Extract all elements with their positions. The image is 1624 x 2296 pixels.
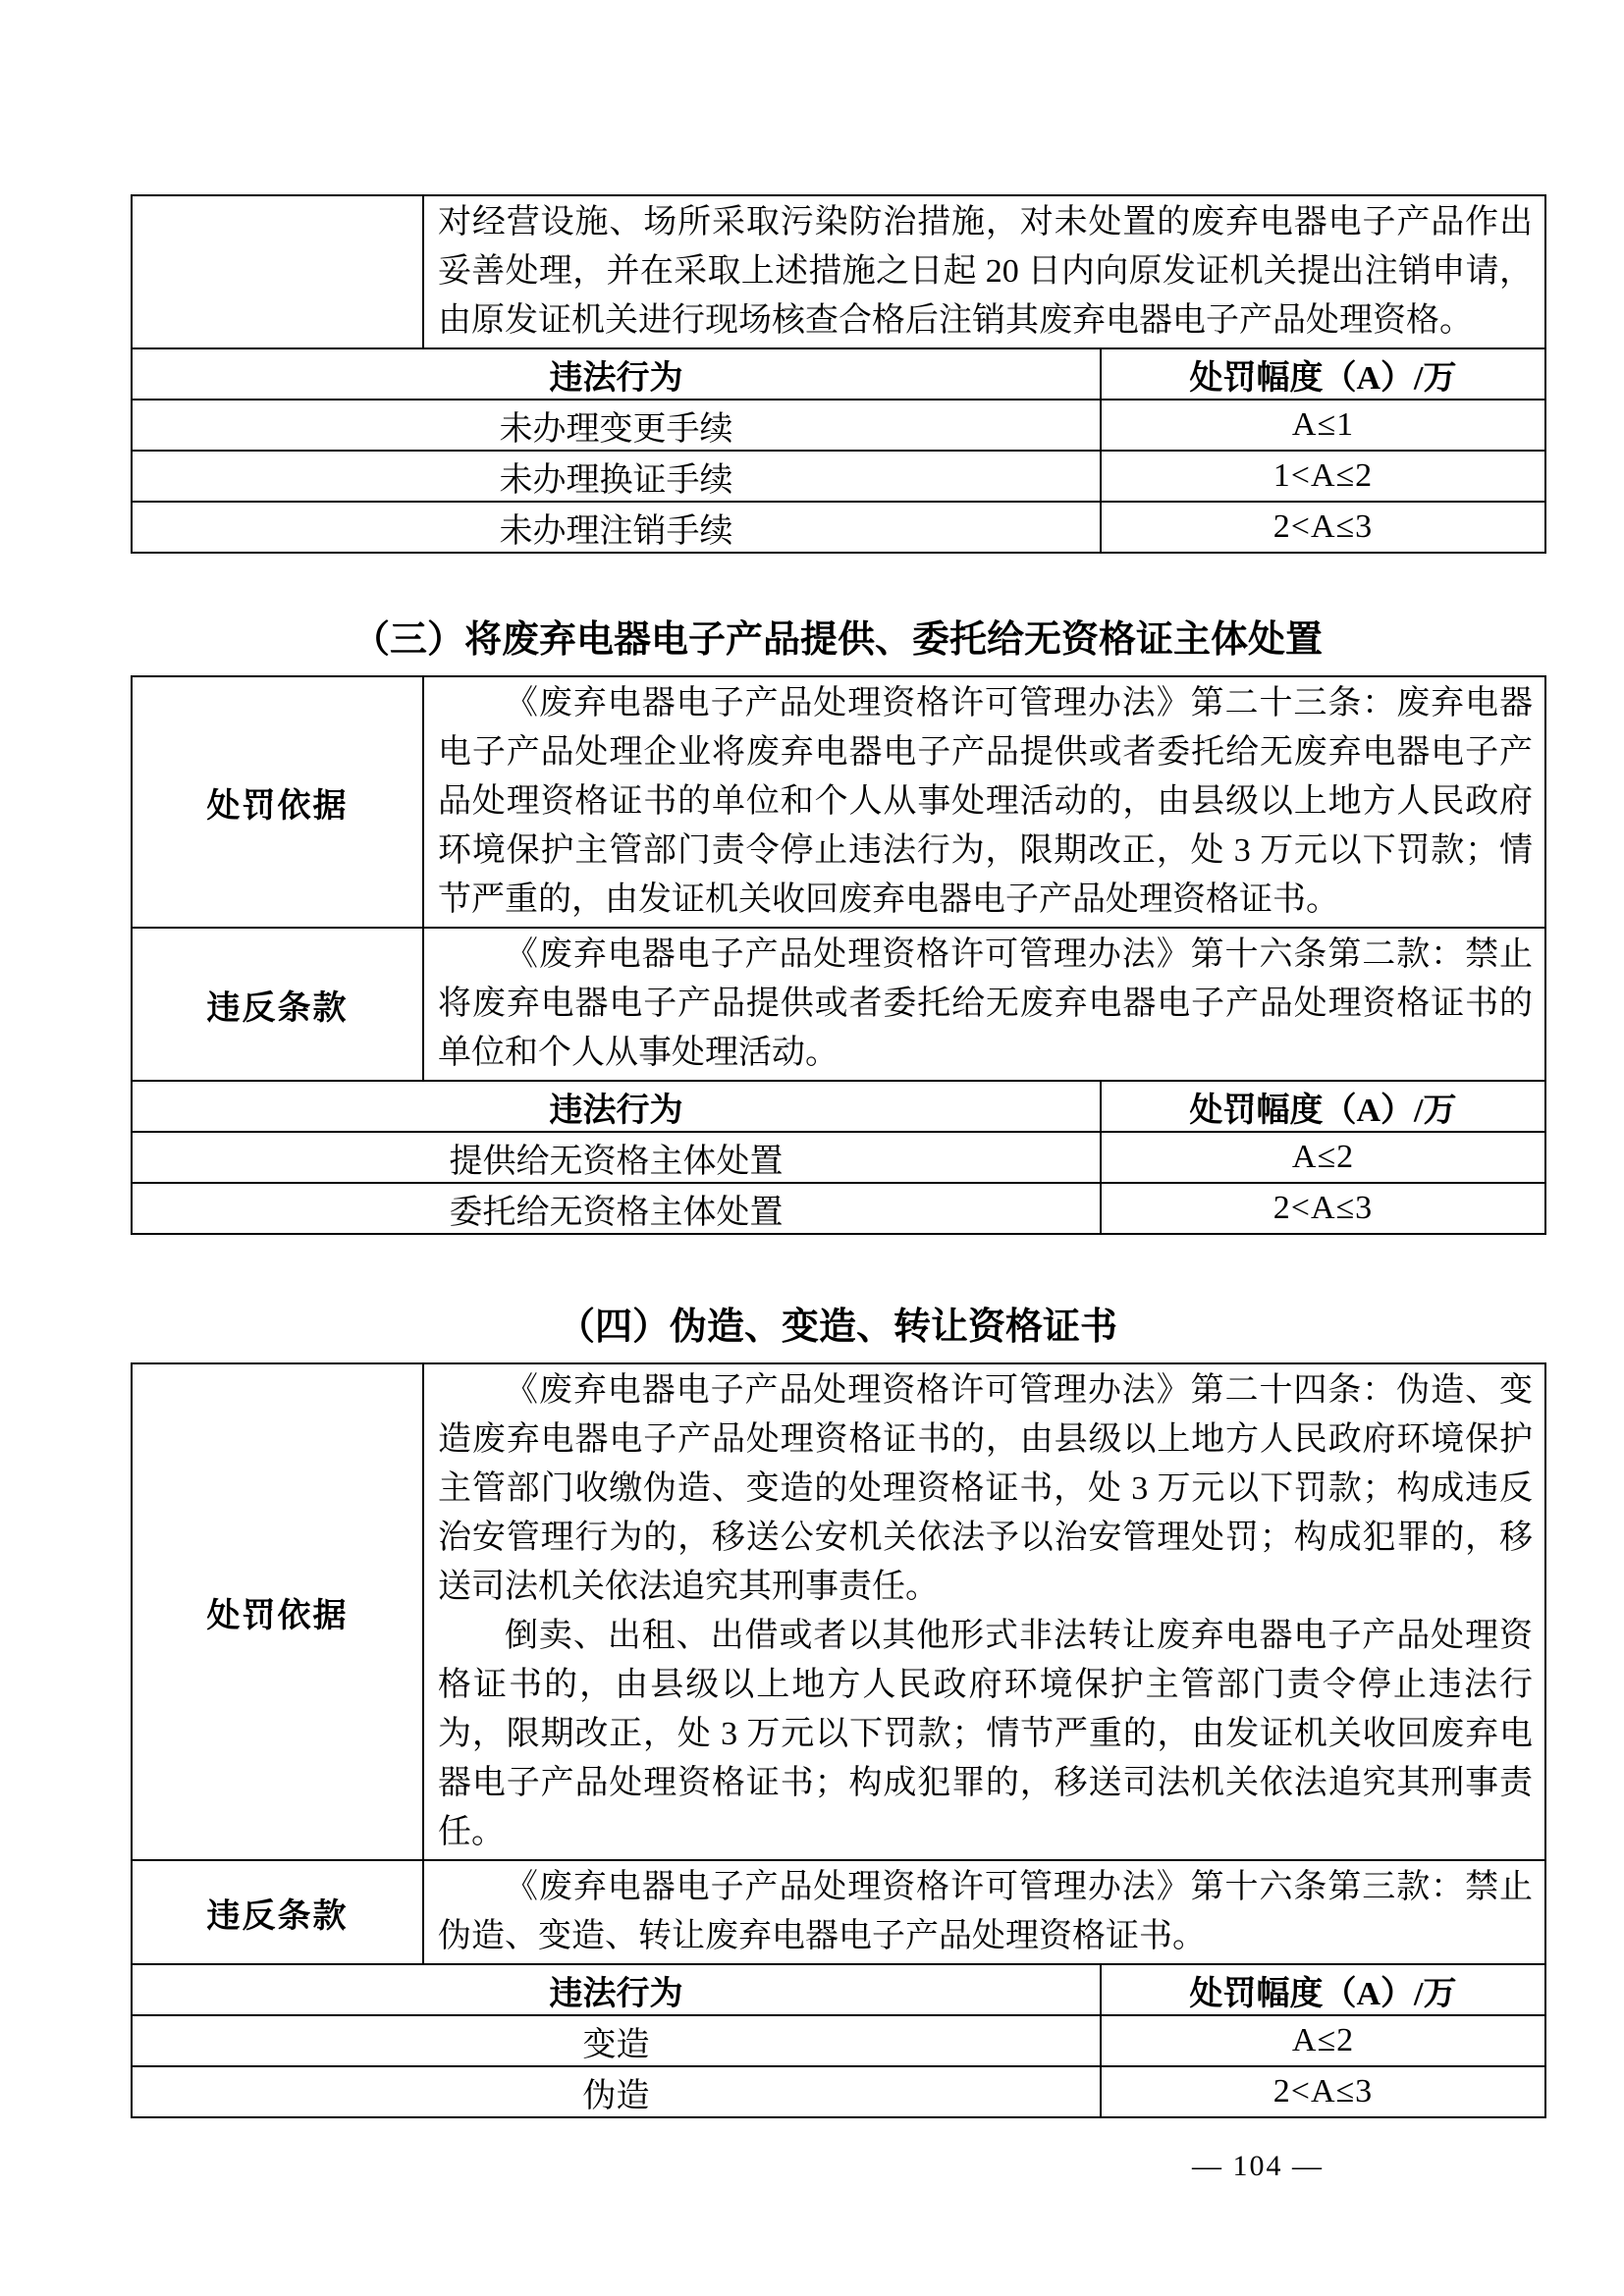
penalty-header-cell: 处罚幅度（A）/万 <box>1101 348 1545 400</box>
violated-clause-label: 违反条款 <box>132 928 423 1081</box>
violated-clause-text-cell <box>423 928 1545 1081</box>
carryover-text-cell <box>423 195 1545 348</box>
penalty-basis-text-cell <box>423 1363 1545 1860</box>
penalty-basis-label: 处罚依据 <box>132 1363 423 1860</box>
penalty-cell: A≤2 <box>1101 2015 1545 2066</box>
penalty-cell: 2<A≤3 <box>1101 2066 1545 2117</box>
violation-cell: 变造 <box>132 2015 1101 2066</box>
violation-cell: 未办理变更手续 <box>132 400 1101 451</box>
page-content <box>131 0 1544 2183</box>
penalty-basis-label: 处罚依据 <box>132 676 423 928</box>
violation-cell: 委托给无资格主体处置 <box>132 1183 1101 1234</box>
table-row <box>132 1860 1545 1964</box>
penalty-header-cell: 处罚幅度（A）/万 <box>1101 1964 1545 2015</box>
violated-clause-text-cell <box>423 1860 1545 1964</box>
penalty-basis-paragraph-1: 《废弃电器电子产品处理资格许可管理办法》第二十四条：伪造、变造废弃电器电子产品处理资格证书的，由县级以上地方人民政府环境保护主管部门收缴伪造、变造的处理资格证书，处 3 万元以下罚款；构成违反治安管理行为的，移送公安机关依法予以治安管理处罚；构成犯罪的，移送司法机关依法追究其刑事责任。 <box>438 1372 1533 1605</box>
violation-cell: 提供给无资格主体处置 <box>132 1132 1101 1183</box>
violation-header-cell: 违法行为 <box>132 1964 1101 2015</box>
empty-label-cell <box>132 195 423 348</box>
table-unqualified-entity-disposal <box>131 675 1546 1235</box>
page-number: — 104 — <box>1192 2150 1324 2182</box>
table-row <box>132 1132 1545 1183</box>
violated-clause-paragraph: 《废弃电器电子产品处理资格许可管理办法》第十六条第二款：禁止将废弃电器电子产品提供或者委托给无废弃电器电子产品处理资格证书的单位和个人从事处理活动。 <box>438 936 1533 1071</box>
table-header-row <box>132 1081 1545 1132</box>
table-row <box>132 451 1545 502</box>
table-row <box>132 2015 1545 2066</box>
penalty-cell: 2<A≤3 <box>1101 1183 1545 1234</box>
carryover-paragraph: 对经营设施、场所采取污染防治措施，对未处置的废弃电器电子产品作出妥善处理，并在采取上述措施之日起 20 日内向原发证机关提出注销申请，由原发证机关进行现场核查合格后注销其废弃电器电子产品处理资格。 <box>438 204 1533 339</box>
violation-cell: 未办理注销手续 <box>132 502 1101 553</box>
table-row <box>132 676 1545 928</box>
violation-header-cell: 违法行为 <box>132 1081 1101 1132</box>
violation-cell: 伪造 <box>132 2066 1101 2117</box>
penalty-cell: A≤2 <box>1101 1132 1545 1183</box>
penalty-cell: 2<A≤3 <box>1101 502 1545 553</box>
penalty-cell: A≤1 <box>1101 400 1545 451</box>
table-registration-procedures <box>131 194 1546 554</box>
table-row <box>132 502 1545 553</box>
table-row <box>132 400 1545 451</box>
penalty-cell: 1<A≤2 <box>1101 451 1545 502</box>
violation-header-cell: 违法行为 <box>132 348 1101 400</box>
table-row <box>132 2066 1545 2117</box>
table-row <box>132 1363 1545 1860</box>
violation-cell: 未办理换证手续 <box>132 451 1101 502</box>
section-four-heading: （四）伪造、变造、转让资格证书 <box>557 1307 1117 1348</box>
table-forge-alter-transfer-certificate <box>131 1362 1546 2118</box>
violated-clause-paragraph: 《废弃电器电子产品处理资格许可管理办法》第十六条第三款：禁止伪造、变造、转让废弃电器电子产品处理资格证书。 <box>438 1869 1533 1954</box>
table-row <box>132 928 1545 1081</box>
penalty-header-cell: 处罚幅度（A）/万 <box>1101 1081 1545 1132</box>
penalty-basis-text-cell <box>423 676 1545 928</box>
penalty-basis-paragraph-2: 倒卖、出租、出借或者以其他形式非法转让废弃电器电子产品处理资格证书的，由县级以上地方人民政府环境保护主管部门责令停止违法行为，限期改正，处 3 万元以下罚款；情节严重的，由发证机关收回废弃电器电子产品处理资格证书；构成犯罪的，移送司法机关依法追究其刑事责任。 <box>438 1618 1533 1850</box>
table-row <box>132 195 1545 348</box>
section-three-heading: （三）将废弃电器电子产品提供、委托给无资格证主体处置 <box>352 619 1323 661</box>
table-row <box>132 1183 1545 1234</box>
violated-clause-label: 违反条款 <box>132 1860 423 1964</box>
table-header-row <box>132 1964 1545 2015</box>
penalty-basis-paragraph: 《废弃电器电子产品处理资格许可管理办法》第二十三条：废弃电器电子产品处理企业将废弃电器电子产品提供或者委托给无废弃电器电子产品处理资格证书的单位和个人从事处理活动的，由县级以上地方人民政府环境保护主管部门责令停止违法行为，限期改正，处 3 万元以下罚款；情节严重的，由发证机关收回废弃电器电子产品处理资格证书。 <box>438 685 1533 918</box>
table-header-row <box>132 348 1545 400</box>
